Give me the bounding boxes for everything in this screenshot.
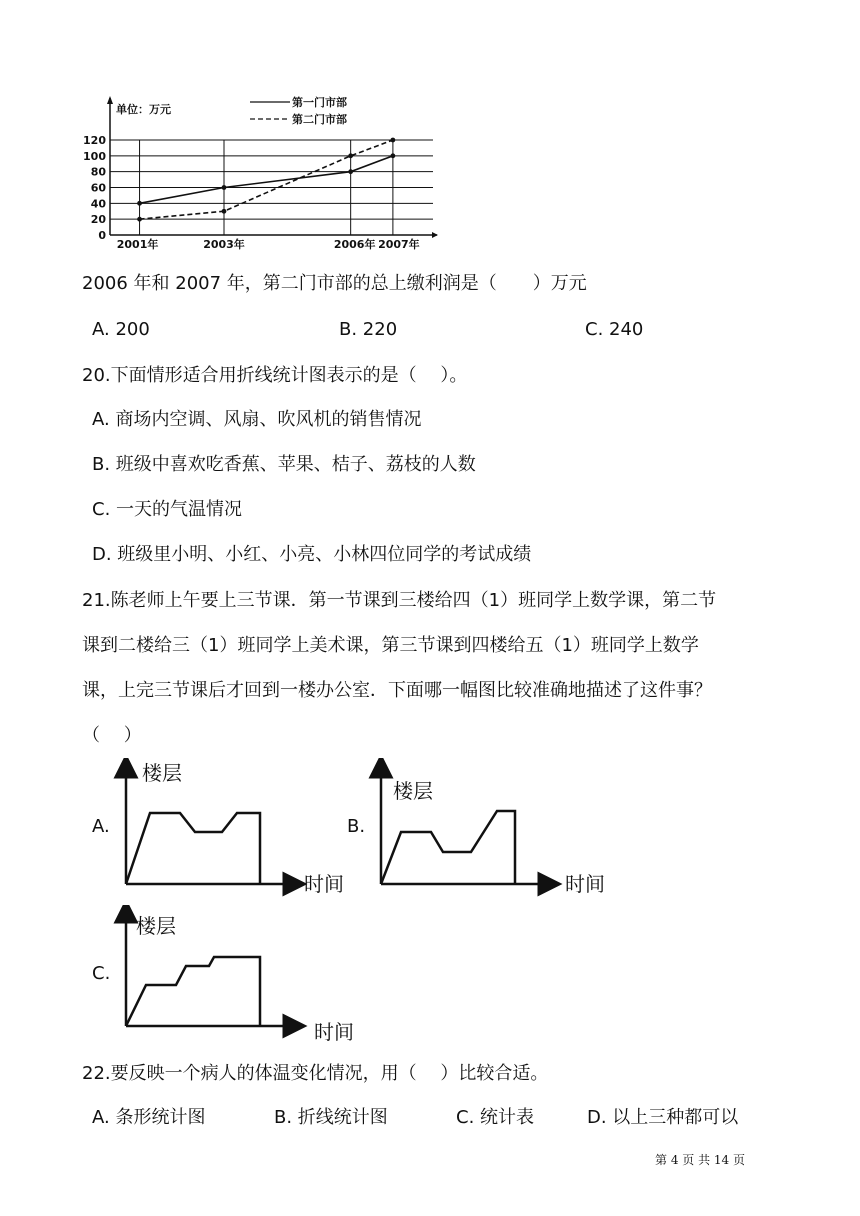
x-tick-label: 2006年 [333, 238, 376, 250]
graph-c-line [126, 957, 260, 1026]
q19-option-b: B. 220 [339, 319, 398, 340]
graph-b-ylabel: 楼层 [393, 779, 433, 803]
q22-option-c: C. 统计表 [456, 1107, 535, 1128]
q22-option-b: B. 折线统计图 [274, 1107, 388, 1128]
y-tick-label: 80 [90, 165, 106, 179]
graph-c [110, 905, 370, 1045]
graph-b-line [381, 811, 515, 884]
series-line-2 [140, 140, 393, 219]
graph-b-xlabel: 时间 [565, 872, 605, 896]
data-point [222, 209, 227, 214]
q20-option-c: C. 一天的气温情况 [92, 499, 243, 520]
q21-line-1: 21.陈老师上午要上三节课．第一节课到三楼给四（1）班同学上数学课，第二节 [82, 590, 717, 611]
q22-question: 22.要反映一个病人的体温变化情况，用（ ）比较合适。 [82, 1063, 549, 1084]
data-point [222, 185, 227, 190]
graph-a-ylabel: 楼层 [142, 761, 182, 785]
graph-a [110, 758, 360, 898]
data-point [137, 217, 142, 222]
y-tick-label: 60 [90, 181, 106, 195]
q21-line-4: （ ） [82, 725, 142, 746]
y-tick-label: 120 [83, 134, 106, 147]
graph-c-xlabel: 时间 [314, 1020, 354, 1044]
page-footer: 第 4 页 共 14 页 [655, 1153, 745, 1167]
y-tick-label: 100 [83, 149, 106, 163]
graph-b-letter: B. [347, 816, 366, 837]
q20-question: 20.下面情形适合用折线统计图表示的是（ ）。 [82, 365, 468, 386]
q21-line-2: 课到二楼给三（1）班同学上美术课，第三节课到四楼给五（1）班同学上数学 [82, 635, 699, 656]
y-tick-label: 20 [90, 213, 106, 227]
q19-option-c: C. 240 [585, 319, 644, 340]
q20-option-a: A. 商场内空调、风扇、吹风机的销售情况 [92, 409, 422, 430]
x-tick-label: 2007年 [378, 238, 420, 250]
y-tick-label: 40 [90, 197, 106, 211]
graph-a-letter: A. [92, 816, 110, 837]
x-tick-label: 2003年 [203, 238, 245, 250]
profit-line-chart [80, 90, 450, 250]
q20-option-b: B. 班级中喜欢吃香蕉、苹果、桔子、荔枝的人数 [92, 454, 476, 475]
graph-b [365, 758, 625, 898]
y-tick-label: 0 [98, 229, 106, 242]
q22-option-a: A. 条形统计图 [92, 1107, 206, 1128]
q22-option-d: D. 以上三种都可以 [587, 1107, 739, 1128]
graph-c-letter: C. [92, 963, 111, 984]
legend-label-1: 第一门市部 [292, 96, 347, 109]
series-line-1 [140, 156, 393, 204]
x-tick-label: 2001年 [116, 238, 159, 250]
x-axis-arrow [432, 232, 438, 238]
q20-option-d: D. 班级里小明、小红、小亮、小林四位同学的考试成绩 [92, 544, 532, 565]
q21-line-3: 课，上完三节课后才回到一楼办公室．下面哪一幅图比较准确地描述了这件事？ [82, 680, 712, 701]
graph-a-line [126, 813, 260, 884]
graph-a-xlabel: 时间 [304, 872, 344, 896]
data-point [348, 169, 353, 174]
q19-question: 2006 年和 2007 年，第二门市部的总上缴利润是（ ）万元 [82, 273, 587, 294]
data-point [390, 153, 395, 158]
data-point [137, 201, 142, 206]
y-axis-arrow [107, 96, 113, 104]
legend-label-2: 第二门市部 [292, 113, 347, 126]
graph-c-ylabel: 楼层 [136, 914, 176, 938]
data-point [348, 153, 353, 158]
unit-label: 单位：万元 [116, 103, 171, 116]
q19-option-a: A. 200 [92, 319, 150, 340]
data-point [390, 138, 395, 143]
